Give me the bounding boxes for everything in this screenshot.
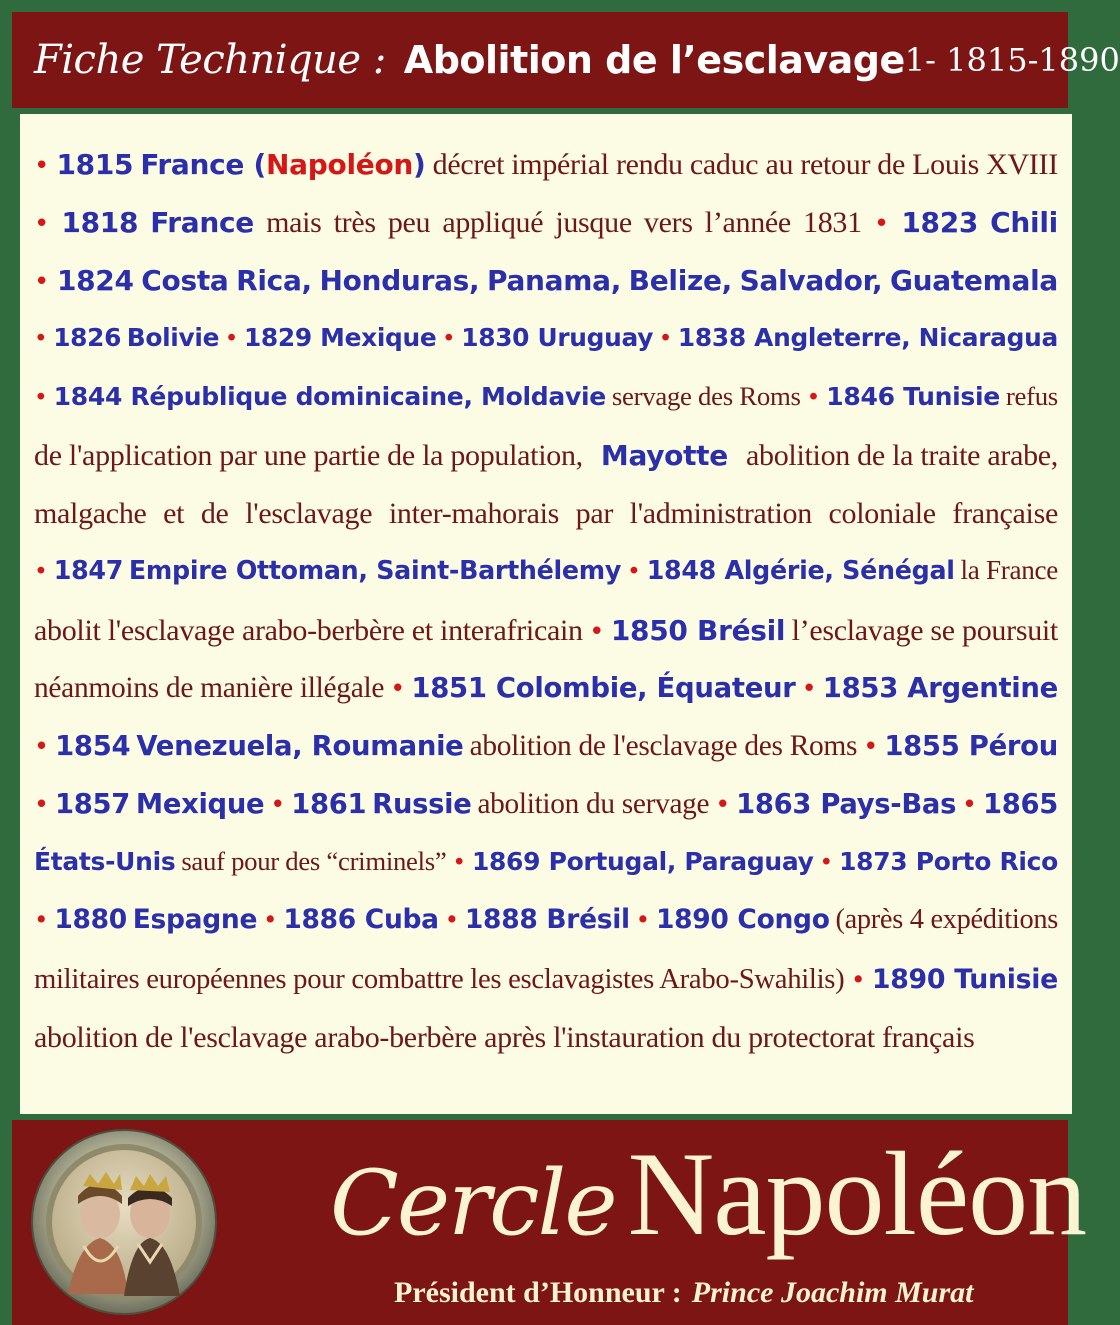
timeline-line <box>34 963 1058 1021</box>
year-country-label: Costa <box>141 264 229 298</box>
bullet-separator: • <box>873 209 890 240</box>
description-text: la France <box>960 555 1058 586</box>
year-country-label: 1829 Mexique <box>243 322 437 352</box>
year-country-label: 1850 Brésil <box>610 613 786 647</box>
description-text: abolition du servage <box>477 788 710 821</box>
description-text: de l'application par une partie de la population, <box>34 438 583 472</box>
description-text: abolition de l'esclavage arabo-berbère après l'instauration du protectorat français <box>34 1020 975 1054</box>
bullet-separator: • <box>390 673 406 704</box>
year-country-label: France <box>150 206 254 240</box>
year-country-label: Salvador, <box>739 264 883 298</box>
bullet-separator: • <box>452 849 467 877</box>
bullet-separator: • <box>34 789 49 820</box>
description-text: (après 4 expéditions <box>835 904 1058 936</box>
description-text: XVIII <box>986 148 1058 181</box>
description-text: l'administration <box>629 497 812 531</box>
bullet-separator: • <box>850 964 866 994</box>
year-country-label: Russie <box>372 789 472 821</box>
description-text: peu <box>387 206 431 240</box>
description-text: abolit l'esclavage arabo-berbère et interafricain <box>34 613 583 647</box>
timeline-line <box>34 1021 1058 1079</box>
year-country-label: Belize, <box>628 264 733 298</box>
description-text: de <box>200 497 229 531</box>
description-text: retour <box>800 148 871 181</box>
year-country-label: 1857 <box>54 789 130 821</box>
year-country-label: 1880 <box>54 904 127 936</box>
year-country-label: Guatemala <box>889 264 1058 298</box>
description-text: jusque <box>555 206 632 240</box>
timeline-line <box>34 614 1058 672</box>
timeline-line <box>34 904 1058 962</box>
year-country-label: Empire Ottoman, Saint-Barthélemy <box>128 555 622 586</box>
bullet-separator: • <box>34 209 50 240</box>
bullet-separator: • <box>34 325 48 352</box>
description-text: impérial <box>511 148 609 181</box>
year-country-label: 1853 Argentine <box>822 671 1058 704</box>
napoleon-highlight: Napoléon <box>266 148 414 181</box>
description-text: servage des Roms <box>611 380 801 411</box>
year-country-label: 1861 <box>291 789 367 821</box>
year-country-label: Panama, <box>486 264 622 298</box>
bullet-separator: • <box>262 905 278 935</box>
bullet-separator: • <box>224 325 239 352</box>
page-frame <box>6 6 1120 1319</box>
year-country-label: 1826 <box>53 322 122 352</box>
bullet-separator: • <box>819 849 834 877</box>
description-text: française <box>952 497 1058 531</box>
description-text: mais <box>266 206 322 240</box>
year-country-label: Espagne <box>132 904 258 936</box>
description-text: néanmoins de manière illégale <box>34 671 385 704</box>
bullet-separator: • <box>34 151 50 181</box>
description-text: décret <box>432 148 505 181</box>
bullet-separator: • <box>863 731 879 762</box>
year-country-label: 1854 <box>55 730 131 762</box>
year-country-label: 1818 <box>61 206 139 240</box>
description-text: 1831 <box>803 206 862 240</box>
header-banner <box>12 12 1120 108</box>
timeline-line <box>34 846 1058 904</box>
bullet-separator: • <box>658 325 673 352</box>
year-country-label: 1855 Pérou <box>884 730 1058 762</box>
year-country-label: 1838 Angleterre, Nicaragua <box>677 322 1058 352</box>
year-country-label: 1815 <box>56 148 134 181</box>
president-name: Prince Joachim Murat <box>691 1276 974 1309</box>
description-text: coloniale <box>828 497 936 531</box>
description-text: refus <box>1005 380 1058 411</box>
header-fiche-label: Fiche Technique : <box>34 37 386 83</box>
description-text: de <box>877 148 905 181</box>
year-country-label: 1863 Pays-Bas <box>736 789 957 821</box>
year-country-label: Venezuela, Roumanie <box>136 730 464 762</box>
year-country-label: 1869 Portugal, Paraguay <box>471 847 814 877</box>
year-country-label: 1890 Congo <box>655 904 830 936</box>
year-country-label: 1873 Porto Rico <box>839 847 1058 877</box>
description-text: abolition de la traite arabe, <box>746 438 1058 472</box>
year-country-label: Mexique <box>135 789 265 821</box>
cercle-word: Cercle <box>330 1151 616 1256</box>
bullet-separator: • <box>444 905 460 935</box>
napoleon-word: Napoléon <box>627 1127 1087 1260</box>
timeline-line <box>34 264 1058 322</box>
timeline-line <box>34 730 1058 788</box>
timeline-line <box>34 497 1058 555</box>
description-text: Louis <box>912 148 979 181</box>
bullet-separator: • <box>270 789 286 820</box>
bullet-separator: • <box>801 673 817 704</box>
year-country-label: 1824 <box>56 264 134 298</box>
description-text: l’esclavage se poursuit <box>791 613 1058 647</box>
year-country-label: États-Unis <box>34 847 176 877</box>
description-text: très <box>333 206 376 240</box>
bullet-separator: • <box>442 325 456 352</box>
year-country-label: Bolivie <box>126 322 220 352</box>
header-title: Abolition de l’esclavage <box>403 38 905 82</box>
bullet-separator: • <box>806 383 821 411</box>
description-text: militaires européennes pour combattre les esclavagistes Arabo-Swahilis) <box>34 962 845 995</box>
footer-banner <box>12 1120 1087 1325</box>
president-line <box>394 1276 974 1310</box>
year-country-label: 1865 <box>983 789 1058 821</box>
bullet-separator: • <box>626 557 641 586</box>
bullet-separator: • <box>635 905 651 935</box>
bullet-separator: • <box>34 731 50 762</box>
description-text: et <box>163 497 185 531</box>
year-country-label: 1848 Algérie, Sénégal <box>646 555 955 586</box>
year-country-label: 1844 République dominicaine, Moldavie <box>53 381 606 411</box>
description-text: l'esclavage <box>245 497 373 531</box>
bullet-separator: • <box>962 789 978 820</box>
year-country-label: Mayotte <box>600 438 728 472</box>
timeline-line <box>34 323 1058 381</box>
bullet-separator: • <box>589 616 605 647</box>
bullet-separator: • <box>34 905 49 935</box>
description-text: vers <box>643 206 693 240</box>
year-country-label: 1890 Tunisie <box>871 963 1058 995</box>
year-country-label: 1823 <box>901 206 979 240</box>
description-text: malgache <box>34 497 147 531</box>
description-text: abolition de l'esclavage des Roms <box>469 729 858 762</box>
year-country-label: 1851 Colombie, Équateur <box>411 671 796 704</box>
timeline-line <box>34 439 1058 497</box>
portrait-medal-icon <box>28 1126 220 1318</box>
year-country-label: France (Napoléon) <box>140 148 426 181</box>
year-country-label: 1888 Brésil <box>464 904 630 936</box>
bullet-separator: • <box>34 383 48 411</box>
year-country-label: Honduras, <box>319 264 480 298</box>
bullet-separator: • <box>34 557 48 586</box>
year-country-label: Rica, <box>236 264 312 298</box>
year-country-label: 1847 <box>53 555 124 586</box>
description-text: sauf pour des “criminels” <box>181 846 447 877</box>
year-country-label: 1830 Uruguay <box>461 322 654 352</box>
timeline-line <box>34 555 1058 613</box>
description-text: caduc <box>689 148 759 181</box>
description-text: rendu <box>615 148 683 181</box>
description-text: l’année <box>704 206 791 240</box>
bullet-separator: • <box>34 267 50 298</box>
timeline-line <box>34 148 1058 206</box>
timeline-line <box>34 672 1058 730</box>
description-text: par <box>575 497 614 531</box>
timeline-line <box>34 788 1058 846</box>
bullet-separator: • <box>715 789 731 820</box>
year-country-label: 1886 Cuba <box>283 904 439 936</box>
timeline-line <box>34 206 1058 264</box>
president-label: Président d’Honneur : <box>394 1276 682 1309</box>
timeline-line <box>34 381 1058 439</box>
description-text: inter-mahorais <box>388 497 559 531</box>
year-country-label: 1846 Tunisie <box>826 381 1000 411</box>
cercle-napoleon-title <box>330 1127 1087 1260</box>
year-country-label: Chili <box>990 206 1058 240</box>
description-text: appliqué <box>442 206 544 240</box>
timeline-panel <box>20 114 1072 1114</box>
header-date-range: 1- 1815-1890 <box>904 41 1120 79</box>
description-text: au <box>765 148 794 181</box>
